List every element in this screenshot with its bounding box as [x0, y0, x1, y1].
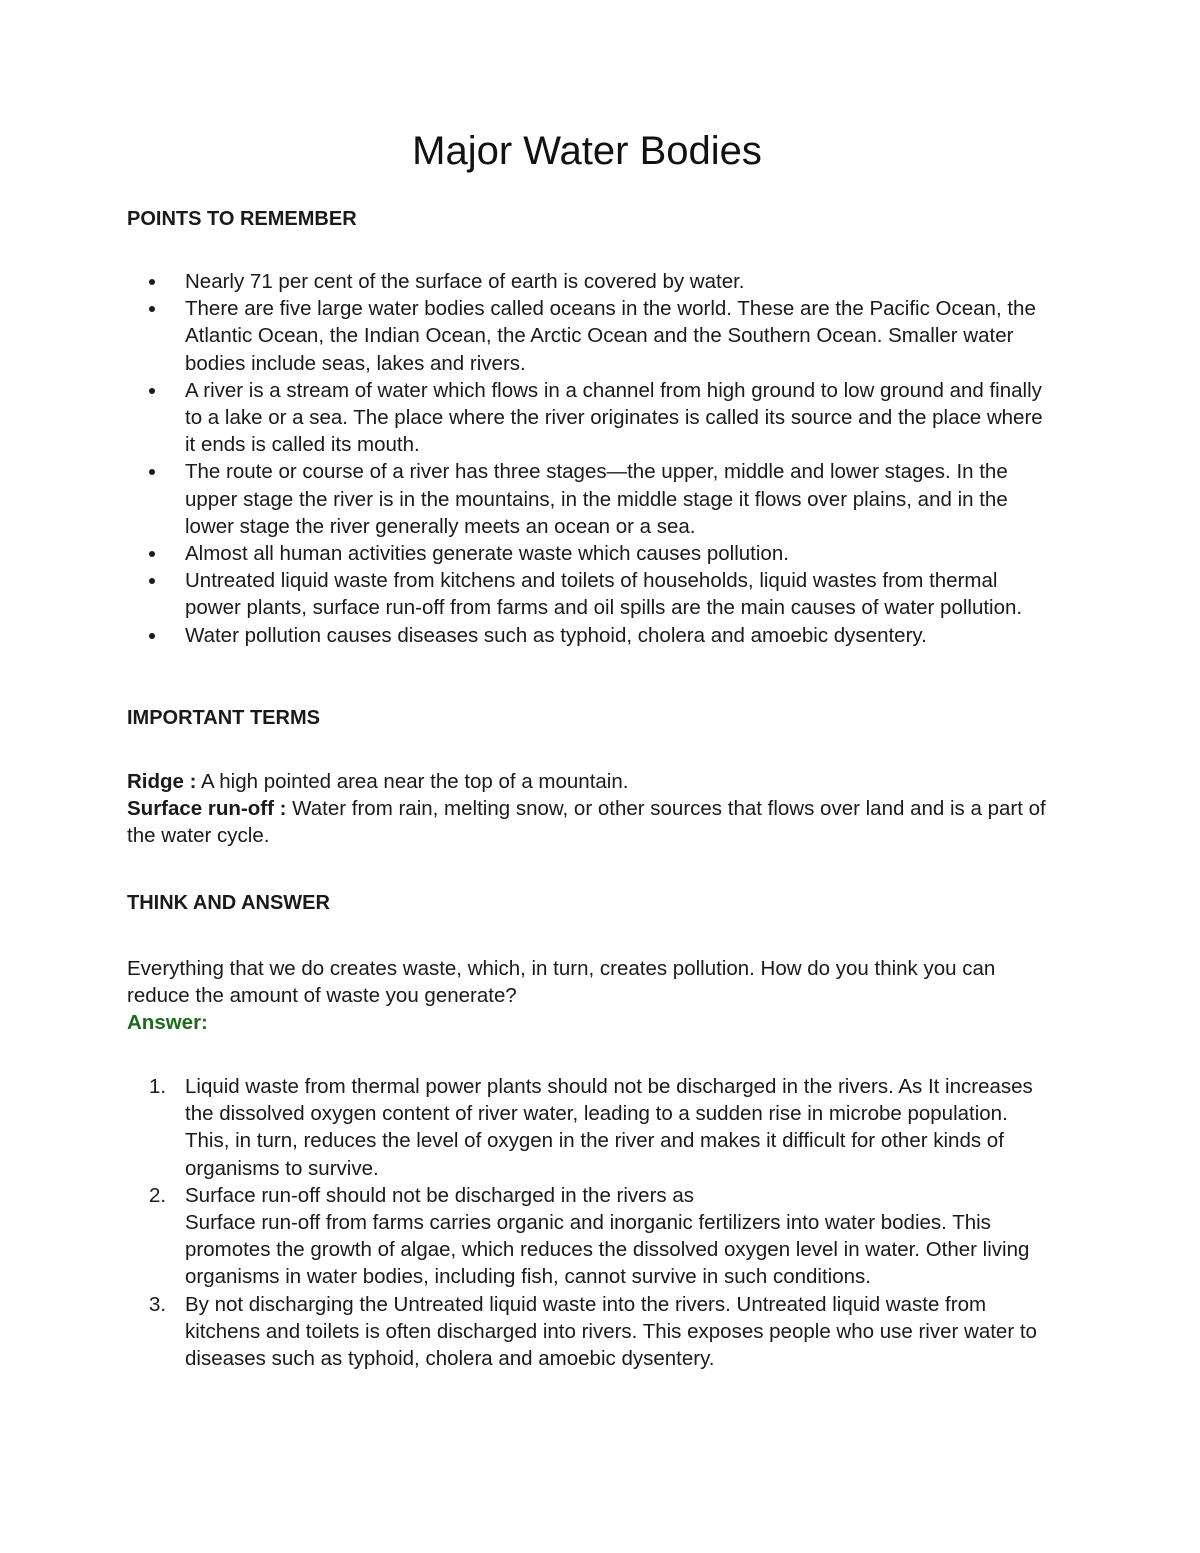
list-item: Water pollution causes diseases such as typhoid, cholera and amoebic dysentery.: [127, 622, 1047, 649]
term-definition: Water from rain, melting snow, or other sources that flows over land and is a part of the water cycle.: [127, 797, 1046, 848]
question-text: Everything that we do creates waste, which, in turn, creates pollution. How do you think you can reduce the amount of waste you generate?: [127, 957, 996, 1008]
list-item: Untreated liquid waste from kitchens and toilets of households, liquid wastes from thermal power plants, surface run-off from farms and oil spills are the main causes of water pollution.: [127, 567, 1047, 621]
list-item: Almost all human activities generate waste which causes pollution.: [127, 540, 1047, 567]
answer-text: Surface run-off from farms carries organic and inorganic fertilizers into water bodies. This promotes the growth of algae, which reduces the dissolved oxygen level in water. Other living organisms in water bodies, including fish, cannot survive in such conditions.: [185, 1211, 1030, 1289]
page-title: Major Water Bodies: [412, 129, 762, 173]
points-heading: POINTS TO REMEMBER: [127, 208, 357, 230]
answers-list: [127, 1073, 1047, 1372]
answer-text: Surface run-off should not be discharged in the rivers as: [185, 1183, 694, 1207]
list-item: There are five large water bodies called oceans in the world. These are the Pacific Ocean, the Atlantic Ocean, the Indian Ocean, the Arctic Ocean and the Southern Ocean. Smaller water bodies include seas, lakes and rivers.: [127, 295, 1047, 377]
term-definition: A high pointed area near the top of a mountain.: [201, 770, 629, 793]
list-item: [127, 1291, 1047, 1373]
terms-heading: IMPORTANT TERMS: [127, 707, 320, 729]
list-item: Nearly 71 per cent of the surface of earth is covered by water.: [127, 268, 1047, 295]
points-list: [127, 268, 1047, 649]
term-name: Ridge :: [127, 770, 197, 793]
term-name: Surface run-off :: [127, 797, 287, 821]
terms-list: [127, 768, 1047, 850]
answer-text: Liquid waste from thermal power plants should not be discharged in the rivers. As It increases the dissolved oxygen content of river water, leading to a sudden rise in microbe population. This, in turn, reduces the level of oxygen in the river and makes it difficult for other kinds of organisms to survive.: [185, 1075, 1033, 1180]
list-item: The route or course of a river has three stages—the upper, middle and lower stages. In the upper stage the river is in the mountains, in the middle stage it flows over plains, and in the lower stage the river generally meets an ocean or a sea.: [127, 458, 1047, 540]
think-heading: THINK AND ANSWER: [127, 892, 330, 914]
answer-label: Answer:: [127, 1011, 208, 1034]
list-item: A river is a stream of water which flows in a channel from high ground to low ground and finally to a lake or a sea. The place where the river originates is called its source and the place where it ends is called its mouth.: [127, 377, 1047, 459]
answer-number: 2.: [149, 1183, 167, 1207]
answer-text: By not discharging the Untreated liquid waste into the rivers. Untreated liquid waste from kitchens and toilets is often discharged into rivers. This exposes people who use river water to diseases such as typhoid, cholera and amoebic dysentery.: [185, 1292, 1037, 1371]
list-item: [127, 1182, 1047, 1291]
term-entry: [127, 795, 1047, 849]
list-item: [127, 1073, 1047, 1182]
answer-number: 1.: [149, 1075, 167, 1098]
term-entry: [127, 768, 1047, 795]
answer-number: 3.: [149, 1292, 167, 1316]
